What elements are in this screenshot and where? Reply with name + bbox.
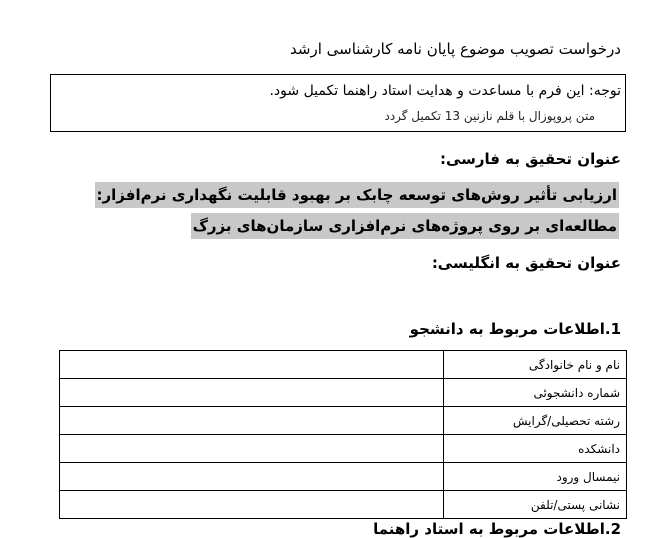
table-row [60, 463, 627, 491]
field-label: رشته تحصیلی/گرایش [444, 407, 627, 435]
student-info-table [59, 350, 627, 519]
table-row [60, 435, 627, 463]
value-cell[interactable] [60, 407, 444, 435]
table-row [60, 351, 627, 379]
section-2-heading: 2.اطلاعات مربوط به استاد راهنما [373, 520, 621, 538]
value-cell[interactable] [60, 491, 444, 519]
field-label: نام و نام خانوادگی [444, 351, 627, 379]
value-cell[interactable] [60, 379, 444, 407]
value-cell[interactable] [60, 463, 444, 491]
table-row [60, 491, 627, 519]
notice-box [50, 74, 626, 132]
field-label: نیمسال ورود [444, 463, 627, 491]
english-title-heading: عنوان تحقیق به انگلیسی: [431, 254, 621, 272]
section-1-heading: 1.اطلاعات مربوط به دانشجو [409, 320, 621, 338]
field-label: دانشکده [444, 435, 627, 463]
persian-title-heading: عنوان تحقیق به فارسی: [439, 150, 621, 168]
table-row [60, 407, 627, 435]
value-cell[interactable] [60, 435, 444, 463]
notice-line-1: توجه: این فرم با مساعدت و هدایت استاد راهنما تکمیل شود. [269, 83, 621, 99]
persian-title-highlight: ارزیابی تأثیر روش‌های توسعه چابک بر بهبود قابلیت نگهداری نرم‌افزار: مطالعه‌ای بر روی پروژه‌های نرم‌افزاری سازمان‌های بزرگ [95, 182, 619, 239]
notice-line-2: متن پروپوزال با قلم نازنین 13 تکمیل گردد [384, 109, 595, 123]
form-title: درخواست تصویب موضوع پایان نامه کارشناسی ارشد [290, 40, 621, 58]
persian-title-text [59, 180, 619, 242]
value-cell[interactable] [60, 351, 444, 379]
field-label: نشانی پستی/تلفن [444, 491, 627, 519]
field-label: شماره دانشجوئی [444, 379, 627, 407]
table-row [60, 379, 627, 407]
